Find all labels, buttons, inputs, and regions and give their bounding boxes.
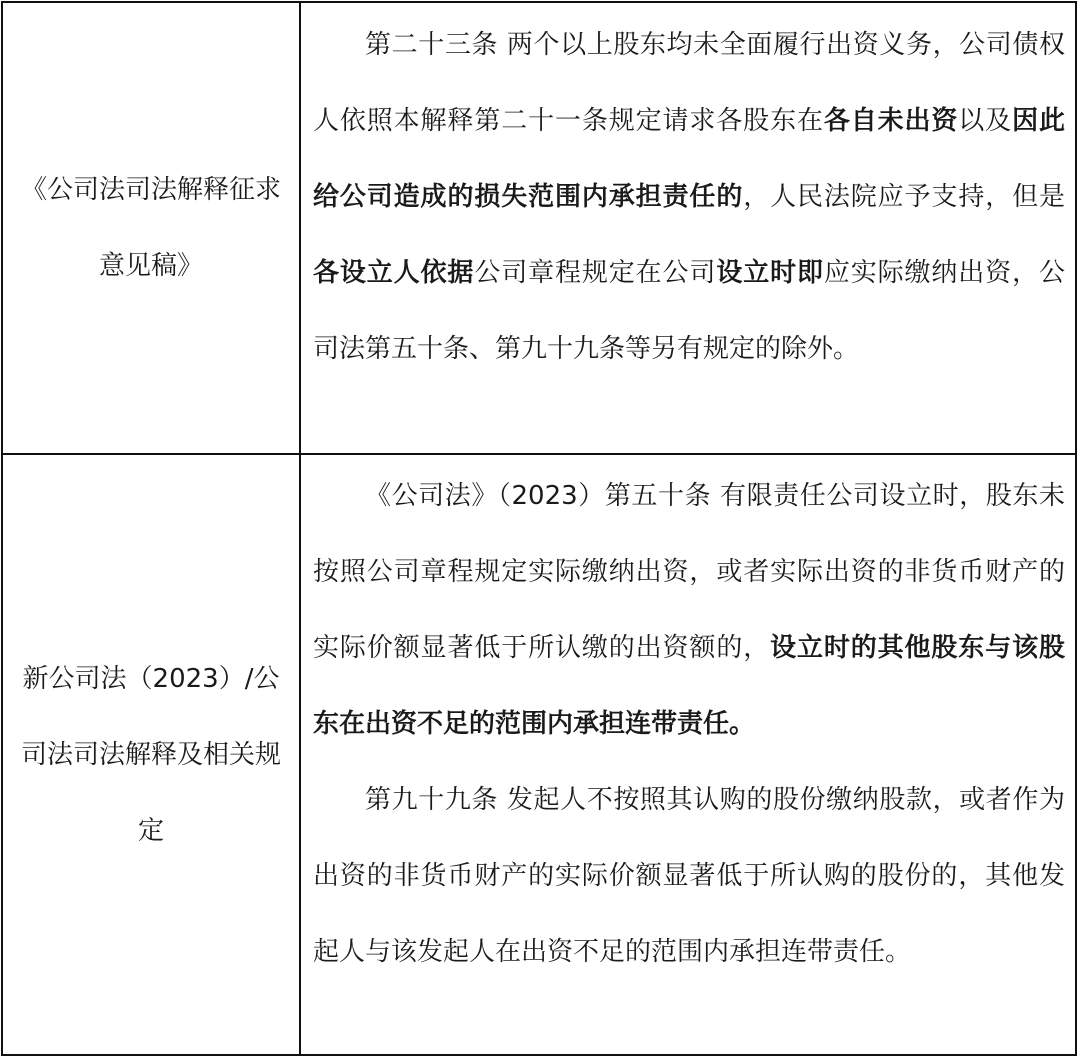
row-label-cell bbox=[2, 2, 300, 454]
row-label: 《公司法司法解释征求意见稿》 bbox=[20, 175, 281, 281]
bold-segment: 设立时即 bbox=[716, 258, 824, 288]
text-segment: 以及 bbox=[958, 106, 1013, 136]
text-segment: 《公司法》（2023）第五十条 有限责任公司设立时，股东未按照公司章程规定实际缴纳出资，或者实际出资的非货币财产的实际价额显著低于所认缴的出资额的， bbox=[313, 481, 1065, 663]
row-label-cell bbox=[2, 454, 300, 1055]
text-segment: ，人民法院应予支持，但是 bbox=[743, 182, 1065, 212]
bold-segment: 因此给公司造成的损失范围内承担责任的 bbox=[313, 106, 1065, 212]
text-segment: 第二十三条 两个以上股东均未全面履行出资义务，公司债权人依照本解释第二十一条规定请求各股东在 bbox=[313, 30, 1065, 136]
bold-segment: 各自未出资 bbox=[823, 106, 959, 136]
row-content-cell bbox=[300, 2, 1076, 454]
bold-segment: 设立时的其他股东与该股东在出资不足的范围内承担连带责任。 bbox=[313, 633, 1065, 739]
table-row bbox=[2, 2, 1076, 454]
paragraph bbox=[313, 458, 1065, 762]
bold-segment: 各设立人依据 bbox=[313, 258, 475, 288]
row-content-cell bbox=[300, 454, 1076, 1055]
table-row bbox=[2, 454, 1076, 1055]
row-label: 新公司法（2023）/公司法司法解释及相关规定 bbox=[20, 663, 281, 846]
text-segment: 公司章程规定在公司 bbox=[474, 258, 717, 288]
text-segment: 第九十九条 发起人不按照其认购的股份缴纳股款，或者作为出资的非货币财产的实际价额显著低于所认购的股份的，其他发起人与该发起人在出资不足的范围内承担连带责任。 bbox=[313, 785, 1065, 967]
paragraph bbox=[313, 7, 1065, 387]
paragraph bbox=[313, 762, 1065, 990]
comparison-table bbox=[1, 1, 1077, 1056]
text-segment: 应实际缴纳出资，公司法第五十条、第九十九条等另有规定的除外。 bbox=[313, 258, 1065, 364]
